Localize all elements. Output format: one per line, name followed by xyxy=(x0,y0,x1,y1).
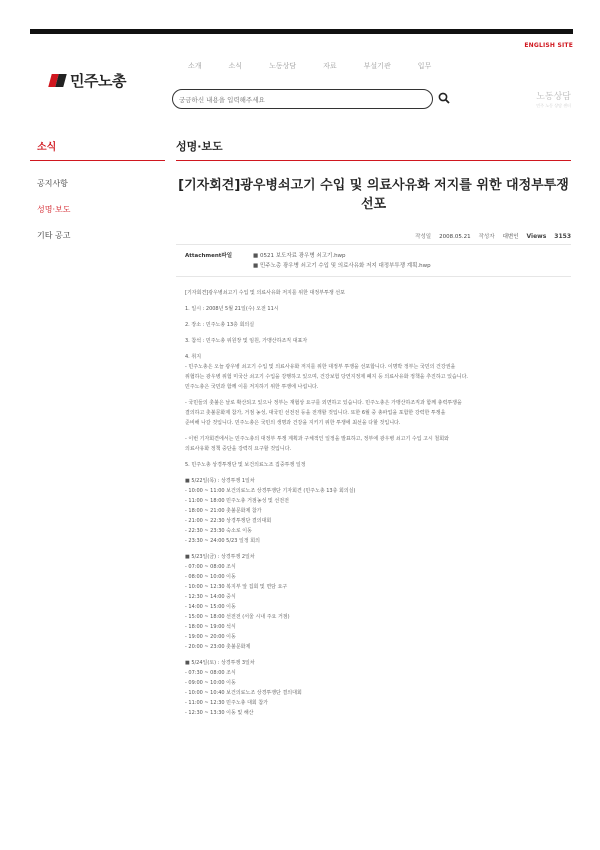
attachment-file-link[interactable]: ■ 민주노총 광우병 쇠고기 수입 및 의료사유화 저지 대정부투쟁 계획.hwp xyxy=(253,263,431,269)
date-value: 2008.05.21 xyxy=(439,234,471,240)
page-title: 성명·보도 xyxy=(176,140,223,153)
gnb-item-affiliates[interactable]: 부설기관 xyxy=(363,62,391,70)
body-line: [기자회견]광우병쇠고기 수입 및 의료사유화 저지를 위한 대정부투쟁 선포 xyxy=(185,290,345,296)
views-value: 3153 xyxy=(554,233,571,240)
sidebar-title: 소식 xyxy=(37,142,57,153)
attachment-file-link[interactable]: ■ 0521 보도자료 광우병 쇠고기.hwp xyxy=(253,253,346,259)
sidebar-menu xyxy=(37,178,70,256)
body-line: 결의하고 촛불문화제 참가, 거점 농성, 대국민 선전전 등을 전개할 것입니다. 또한 6월 중 총파업을 포함한 강력한 투쟁을 xyxy=(185,410,446,416)
body-line: 3. 참석 : 민주노총 위원장 및 임원, 가맹산하조직 대표자 xyxy=(185,338,308,344)
logo-mark-icon xyxy=(50,74,66,87)
search-icon[interactable] xyxy=(438,92,450,104)
gnb-item-archive[interactable]: 자료 xyxy=(323,62,337,70)
article-body xyxy=(185,288,570,718)
body-line: ■ 5/24일(토) : 상경투쟁 3일차 xyxy=(185,660,255,666)
body-line: - 18:00 ~ 21:00 촛불문화제 참가 xyxy=(185,508,262,514)
body-line: - 23:30 ~ 24:00 5/23 일정 회의 xyxy=(185,538,260,544)
gnb-item-intro[interactable]: 소개 xyxy=(188,62,202,70)
body-line: - 19:00 ~ 20:00 이동 xyxy=(185,634,236,640)
body-line: 2. 장소 : 민주노총 13층 회의실 xyxy=(185,322,255,328)
sidebar-divider xyxy=(30,160,165,161)
body-line: - 11:00 ~ 18:00 민주노총 거점농성 및 선전전 xyxy=(185,498,289,504)
sidebar-item-other-notices[interactable]: 기타 공고 xyxy=(37,231,71,240)
body-line: 1. 일시 : 2008년 5월 21일(수) 오전 11시 xyxy=(185,306,279,312)
author-value: 대변인 xyxy=(502,234,519,240)
logo[interactable] xyxy=(50,70,126,91)
sidebar-item-statements[interactable]: 성명·보도 xyxy=(37,205,71,214)
search-input[interactable] xyxy=(172,89,433,109)
body-line: - 15:00 ~ 18:00 선전전 (서울 시내 주요 거점) xyxy=(185,614,290,620)
body-line: 의료사유화 정책 중단을 강력히 요구할 것입니다. xyxy=(185,446,292,452)
body-line: 위협하는 광우병 위험 미국산 쇠고기 수입을 강행하고 있으며, 건강보험 당연지정제 폐지 등 의료사유화 정책을 추진하고 있습니다. xyxy=(185,374,469,380)
search-placeholder: 궁금하신 내용을 입력해주세요 xyxy=(179,96,265,104)
top-bar xyxy=(30,29,573,34)
labor-consult-sublabel: 민주 노동 상담 센터 xyxy=(536,103,571,108)
article-title: [기자회견]광우병쇠고기 수입 및 의료사유화 저지를 위한 대정부투쟁 선포 xyxy=(178,178,569,212)
body-line: - 18:00 ~ 19:00 석식 xyxy=(185,624,236,630)
labor-consult-label: 노동상담 xyxy=(536,92,571,102)
body-line: - 08:00 ~ 10:00 이동 xyxy=(185,574,236,580)
body-line: ■ 5/22일(목) : 상경투쟁 1일차 xyxy=(185,478,255,484)
body-line: - 민주노총은 오늘 광우병 쇠고기 수입 및 의료사유화 저지를 위한 대정부 투쟁을 선포합니다. 이명박 정부는 국민의 건강권을 xyxy=(185,364,456,370)
english-site-link[interactable]: ENGLISH SITE xyxy=(524,42,573,49)
body-line: - 07:30 ~ 08:00 조식 xyxy=(185,670,236,676)
body-line: - 10:00 ~ 11:00 보건의료노조 상경투쟁단 기자회견 (민주노총 13층 회의실) xyxy=(185,488,356,494)
body-line: - 14:00 ~ 15:00 이동 xyxy=(185,604,236,610)
body-line: 5. 민주노총 상경투쟁단 및 보건의료노조 집중투쟁 일정 xyxy=(185,462,306,468)
body-line: - 10:00 ~ 10:40 보건의료노조 상경투쟁단 결의대회 xyxy=(185,690,302,696)
author-label: 작성자 xyxy=(478,234,495,240)
body-line: - 07:00 ~ 08:00 조식 xyxy=(185,564,236,570)
views-label: Views xyxy=(526,233,547,240)
gnb-item-work[interactable]: 입무 xyxy=(417,62,432,70)
meta-divider-bottom xyxy=(176,276,571,277)
body-line: - 09:00 ~ 10:00 이동 xyxy=(185,680,236,686)
body-line: - 21:00 ~ 22:30 상경투쟁단 결의대회 xyxy=(185,518,272,524)
date-label: 작성일 xyxy=(415,234,432,240)
gnb-item-news[interactable]: 소식 xyxy=(228,62,243,70)
gnb-item-labor-consult[interactable]: 노동상담 xyxy=(269,62,297,70)
body-line: - 이번 기자회견에서는 민주노총의 대정부 투쟁 계획과 구체적인 일정을 발표하고, 정부에 광우병 쇠고기 수입 고시 철회와 xyxy=(185,436,449,442)
sidebar-item-notices[interactable]: 공지사항 xyxy=(37,179,68,188)
logo-text: 민주노총 xyxy=(70,72,126,90)
meta-divider-top xyxy=(176,244,571,245)
body-line: - 국민들의 촛불은 날로 확산되고 있으나 정부는 재협상 요구를 외면하고 있습니다. 민주노총은 가맹산하조직과 함께 총력투쟁을 xyxy=(185,400,462,406)
attachment-label: Attachment파일 xyxy=(185,253,233,259)
body-line: - 20:00 ~ 23:00 촛불문화제 xyxy=(185,644,251,650)
main-navigation xyxy=(188,61,458,71)
article-meta xyxy=(415,232,571,240)
body-line: 준비해 나갈 것입니다. 민주노총은 국민의 생명과 건강을 지키기 위한 투쟁에 최선을 다할 것입니다. xyxy=(185,420,401,426)
body-line: - 12:30 ~ 13:30 이동 및 해산 xyxy=(185,710,254,716)
body-line: - 22:30 ~ 23:30 숙소로 이동 xyxy=(185,528,252,534)
attachment-row xyxy=(185,251,570,271)
page-title-divider xyxy=(176,160,571,161)
body-line: - 12:30 ~ 14:00 중식 xyxy=(185,594,236,600)
body-line: - 10:00 ~ 12:30 복지부 앞 집회 및 면담 요구 xyxy=(185,584,288,590)
body-line: 민주노총은 국민과 함께 이를 저지하기 위한 투쟁에 나섭니다. xyxy=(185,384,319,390)
labor-consult-link[interactable] xyxy=(536,89,571,109)
body-line: - 11:00 ~ 12:30 민주노총 대회 참가 xyxy=(185,700,268,706)
body-line: ■ 5/23일(금) : 상경투쟁 2일차 xyxy=(185,554,255,560)
body-line: 4. 취지 xyxy=(185,354,202,360)
